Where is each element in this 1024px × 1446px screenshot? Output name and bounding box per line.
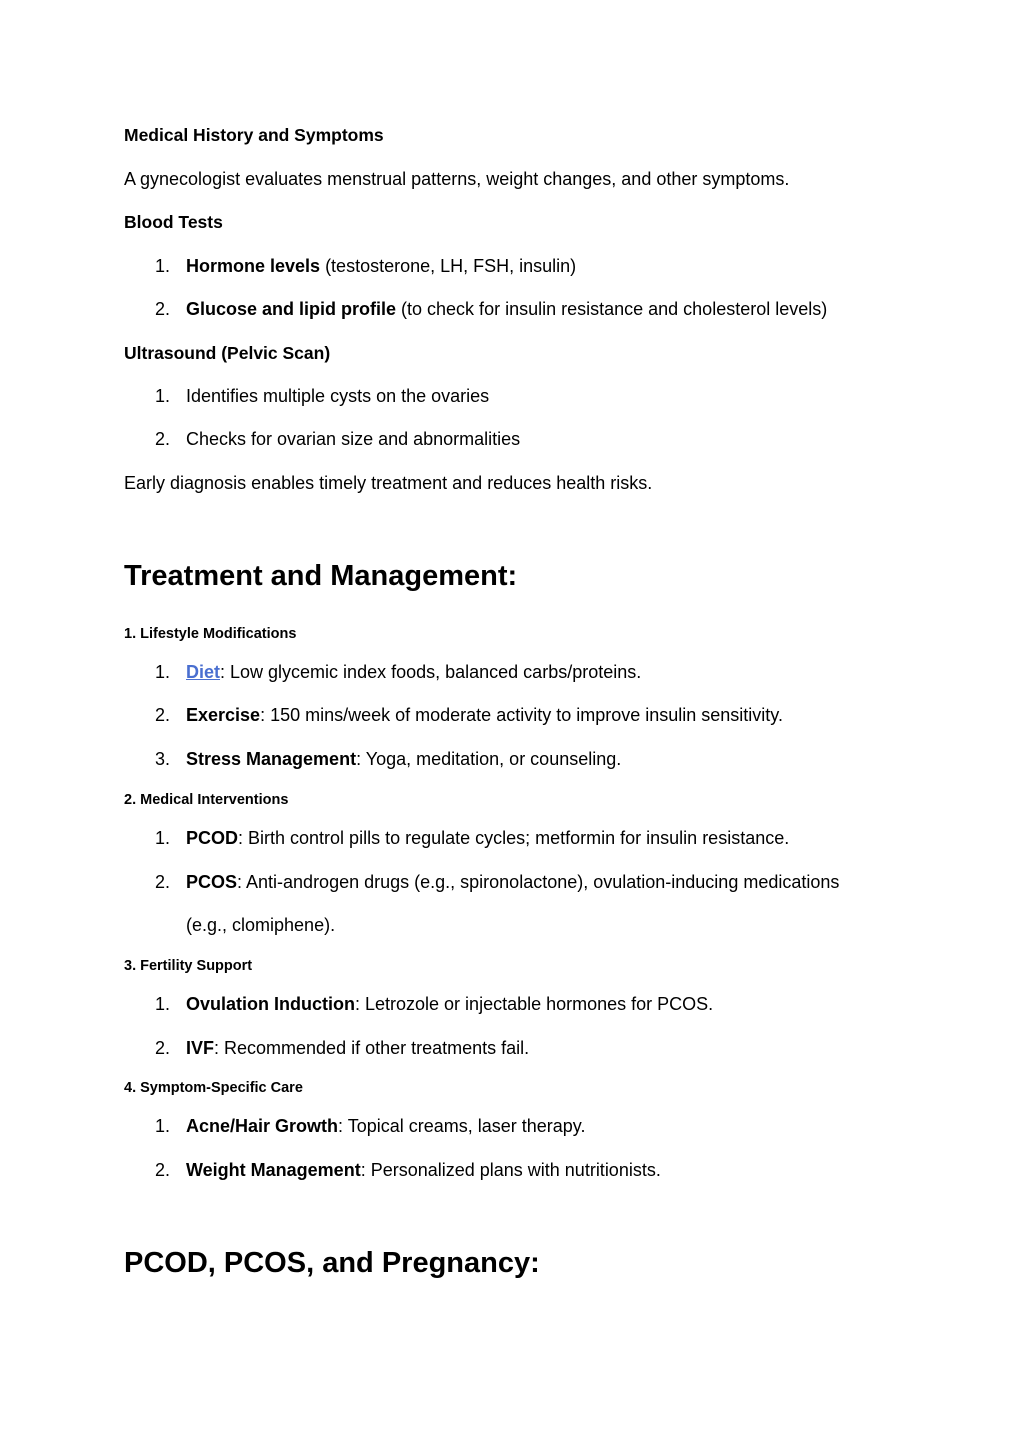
list-term: Exercise xyxy=(186,705,261,725)
list-item xyxy=(155,256,576,276)
list-text: : Birth control pills to regulate cycles; metformin for insulin resistance. xyxy=(238,828,790,848)
list-term: Acne/Hair Growth xyxy=(186,1116,339,1136)
list-text: Identifies multiple cysts on the ovaries xyxy=(186,386,490,406)
list-number: 1. xyxy=(155,256,171,276)
ultrasound-heading: Ultrasound (Pelvic Scan) xyxy=(124,343,331,363)
diet-link[interactable]: Diet xyxy=(186,662,221,682)
medical-interventions-heading: 2. Medical Interventions xyxy=(124,792,289,808)
list-text: Checks for ovarian size and abnormalities xyxy=(186,429,521,449)
list-item xyxy=(155,828,789,848)
list-text: : 150 mins/week of moderate activity to improve insulin sensitivity. xyxy=(260,705,783,725)
list-text: : Topical creams, laser therapy. xyxy=(338,1116,586,1136)
list-text: : Personalized plans with nutritionists. xyxy=(360,1160,661,1180)
list-item xyxy=(155,299,827,319)
list-item xyxy=(155,386,489,406)
list-number: 2. xyxy=(155,429,171,449)
list-number: 2. xyxy=(155,299,171,319)
list-item-continuation: (e.g., clomiphene). xyxy=(186,915,336,935)
medical-history-text: A gynecologist evaluates menstrual patterns, weight changes, and other symptoms. xyxy=(124,169,790,189)
list-item xyxy=(155,872,839,892)
list-item xyxy=(155,1160,661,1180)
list-text: (to check for insulin resistance and cholesterol levels) xyxy=(396,299,828,319)
list-number: 1. xyxy=(155,1116,171,1136)
list-number: 3. xyxy=(155,749,171,769)
blood-tests-heading: Blood Tests xyxy=(124,212,223,232)
list-number: 1. xyxy=(155,828,171,848)
list-text: : Recommended if other treatments fail. xyxy=(214,1038,530,1058)
list-term: Hormone levels xyxy=(186,256,321,276)
list-text: : Low glycemic index foods, balanced carbs/proteins. xyxy=(220,662,642,682)
symptom-care-heading: 4. Symptom-Specific Care xyxy=(124,1080,303,1096)
list-item xyxy=(155,749,621,769)
list-text: : Letrozole or injectable hormones for PCOS. xyxy=(355,994,714,1014)
list-term: Ovulation Induction xyxy=(186,994,355,1014)
list-text: (testosterone, LH, FSH, insulin) xyxy=(320,256,577,276)
list-item xyxy=(155,1116,585,1136)
fertility-heading: 3. Fertility Support xyxy=(124,958,253,974)
list-number: 2. xyxy=(155,1038,171,1058)
list-item xyxy=(155,662,641,682)
ultrasound-closing-text: Early diagnosis enables timely treatment and reduces health risks. xyxy=(124,473,653,493)
list-item xyxy=(155,994,713,1014)
list-term: Weight Management xyxy=(186,1160,361,1180)
list-item xyxy=(155,705,783,725)
list-term: Stress Management xyxy=(186,749,357,769)
list-number: 1. xyxy=(155,994,171,1014)
list-number: 1. xyxy=(155,386,171,406)
list-text: : Anti-androgen drugs (e.g., spironolactone), ovulation-inducing medications xyxy=(237,872,840,892)
list-term: IVF xyxy=(186,1038,215,1058)
list-term: PCOS xyxy=(186,872,238,892)
treatment-heading: Treatment and Management: xyxy=(124,560,518,592)
list-term: Glucose and lipid profile xyxy=(186,299,397,319)
list-number: 1. xyxy=(155,662,171,682)
list-item xyxy=(155,1038,529,1058)
medical-history-heading: Medical History and Symptoms xyxy=(124,125,384,145)
list-term: PCOD xyxy=(186,828,239,848)
lifestyle-heading: 1. Lifestyle Modifications xyxy=(124,626,297,642)
list-number: 2. xyxy=(155,705,171,725)
list-number: 2. xyxy=(155,872,171,892)
list-number: 2. xyxy=(155,1160,171,1180)
pregnancy-heading: PCOD, PCOS, and Pregnancy: xyxy=(124,1247,540,1279)
list-text: : Yoga, meditation, or counseling. xyxy=(356,749,622,769)
list-item xyxy=(155,429,520,449)
